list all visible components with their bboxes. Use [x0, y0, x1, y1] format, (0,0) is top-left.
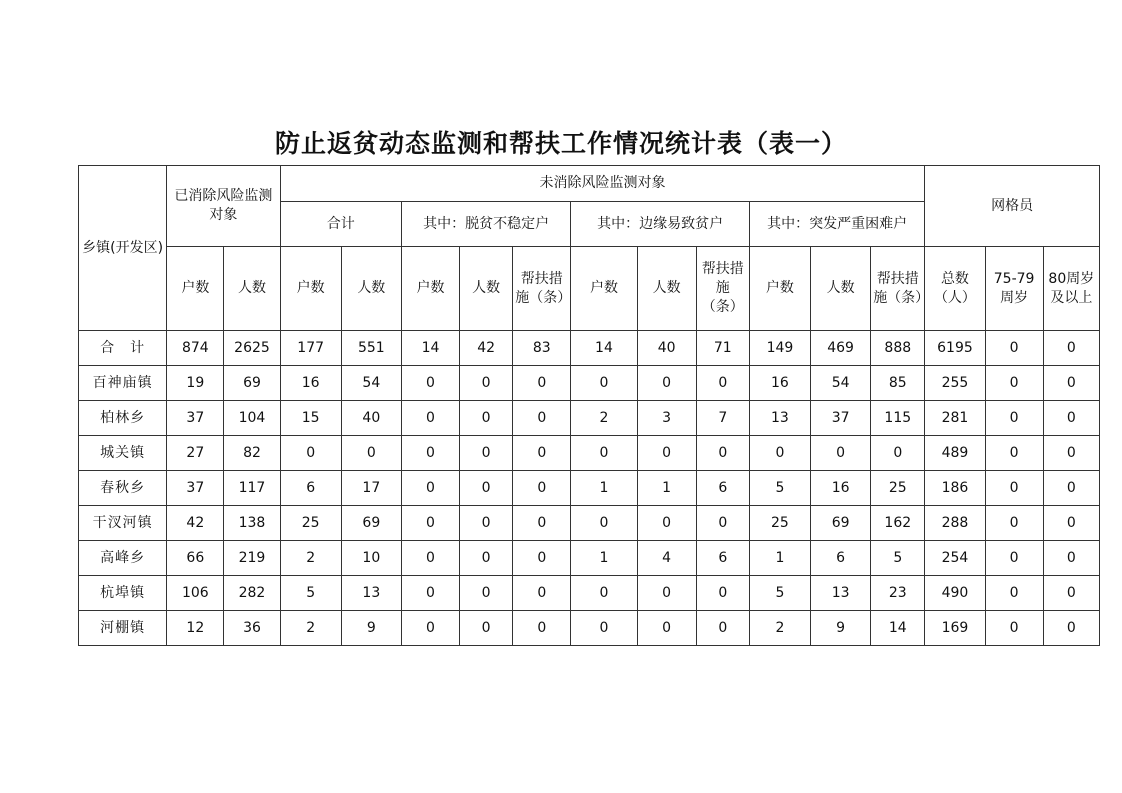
- value-cell: 469: [811, 331, 871, 366]
- header-households: 户数: [749, 247, 810, 331]
- value-cell: 3: [637, 401, 696, 436]
- value-cell: 42: [460, 331, 513, 366]
- value-cell: 0: [1043, 331, 1099, 366]
- value-cell: 1: [571, 541, 637, 576]
- value-cell: 0: [460, 576, 513, 611]
- table-row: [79, 506, 1100, 541]
- value-cell: 0: [401, 436, 459, 471]
- value-cell: 25: [871, 471, 925, 506]
- table-row: [79, 541, 1100, 576]
- value-cell: 0: [696, 436, 749, 471]
- value-cell: 169: [925, 611, 985, 646]
- value-cell: 14: [571, 331, 637, 366]
- value-cell: 14: [871, 611, 925, 646]
- town-cell: 柏林乡: [79, 401, 167, 436]
- value-cell: 2625: [224, 331, 280, 366]
- value-cell: 27: [167, 436, 224, 471]
- value-cell: 9: [811, 611, 871, 646]
- value-cell: 0: [460, 506, 513, 541]
- value-cell: 0: [401, 366, 459, 401]
- value-cell: 25: [749, 506, 810, 541]
- value-cell: 2: [280, 541, 341, 576]
- value-cell: 0: [1043, 401, 1099, 436]
- value-cell: 0: [811, 436, 871, 471]
- value-cell: 0: [513, 436, 571, 471]
- value-cell: 6: [696, 541, 749, 576]
- value-cell: 0: [1043, 471, 1099, 506]
- header-households: 户数: [280, 247, 341, 331]
- value-cell: 0: [460, 401, 513, 436]
- value-cell: 66: [167, 541, 224, 576]
- town-cell: 合 计: [79, 331, 167, 366]
- value-cell: 0: [513, 541, 571, 576]
- header-persons: 人数: [224, 247, 280, 331]
- value-cell: 6195: [925, 331, 985, 366]
- value-cell: 0: [571, 576, 637, 611]
- value-cell: 6: [811, 541, 871, 576]
- value-cell: 10: [341, 541, 401, 576]
- header-age-75-79: 75-79周岁: [985, 247, 1043, 331]
- header-persons: 人数: [460, 247, 513, 331]
- value-cell: 0: [637, 611, 696, 646]
- value-cell: 13: [811, 576, 871, 611]
- value-cell: 54: [811, 366, 871, 401]
- table-row: [79, 576, 1100, 611]
- value-cell: 282: [224, 576, 280, 611]
- value-cell: 0: [401, 576, 459, 611]
- table-row: [79, 471, 1100, 506]
- value-cell: 0: [985, 576, 1043, 611]
- value-cell: 490: [925, 576, 985, 611]
- header-age-80-plus: 80周岁及以上: [1043, 247, 1099, 331]
- value-cell: 0: [401, 541, 459, 576]
- value-cell: 0: [985, 366, 1043, 401]
- value-cell: 888: [871, 331, 925, 366]
- value-cell: 37: [167, 401, 224, 436]
- value-cell: 0: [571, 611, 637, 646]
- value-cell: 288: [925, 506, 985, 541]
- table-row: [79, 366, 1100, 401]
- table-row: [79, 331, 1100, 366]
- value-cell: 5: [749, 471, 810, 506]
- value-cell: 13: [749, 401, 810, 436]
- value-cell: 874: [167, 331, 224, 366]
- statistics-table: [78, 165, 1100, 646]
- value-cell: 0: [460, 436, 513, 471]
- value-cell: 0: [696, 576, 749, 611]
- header-eliminated: 已消除风险监测对象: [167, 166, 280, 247]
- value-cell: 255: [925, 366, 985, 401]
- value-cell: 0: [341, 436, 401, 471]
- value-cell: 0: [460, 366, 513, 401]
- value-cell: 13: [341, 576, 401, 611]
- value-cell: 0: [1043, 366, 1099, 401]
- value-cell: 254: [925, 541, 985, 576]
- value-cell: 54: [341, 366, 401, 401]
- value-cell: 0: [571, 366, 637, 401]
- town-cell: 春秋乡: [79, 471, 167, 506]
- value-cell: 69: [341, 506, 401, 541]
- table-row: [79, 436, 1100, 471]
- header-persons: 人数: [811, 247, 871, 331]
- value-cell: 149: [749, 331, 810, 366]
- value-cell: 0: [401, 471, 459, 506]
- value-cell: 69: [224, 366, 280, 401]
- value-cell: 1: [749, 541, 810, 576]
- value-cell: 85: [871, 366, 925, 401]
- value-cell: 0: [401, 506, 459, 541]
- value-cell: 0: [513, 366, 571, 401]
- value-cell: 0: [513, 401, 571, 436]
- value-cell: 37: [167, 471, 224, 506]
- value-cell: 0: [871, 436, 925, 471]
- value-cell: 0: [571, 436, 637, 471]
- value-cell: 0: [513, 611, 571, 646]
- page-title: 防止返贫动态监测和帮扶工作情况统计表（表一）: [274, 129, 847, 158]
- town-cell: 河棚镇: [79, 611, 167, 646]
- value-cell: 0: [696, 366, 749, 401]
- value-cell: 281: [925, 401, 985, 436]
- value-cell: 71: [696, 331, 749, 366]
- value-cell: 0: [513, 506, 571, 541]
- value-cell: 14: [401, 331, 459, 366]
- header-persons: 人数: [637, 247, 696, 331]
- value-cell: 117: [224, 471, 280, 506]
- value-cell: 16: [811, 471, 871, 506]
- value-cell: 6: [696, 471, 749, 506]
- value-cell: 25: [280, 506, 341, 541]
- value-cell: 0: [985, 506, 1043, 541]
- value-cell: 0: [1043, 436, 1099, 471]
- value-cell: 115: [871, 401, 925, 436]
- value-cell: 0: [1043, 576, 1099, 611]
- value-cell: 0: [513, 471, 571, 506]
- town-cell: 高峰乡: [79, 541, 167, 576]
- value-cell: 0: [460, 471, 513, 506]
- header-households: 户数: [401, 247, 459, 331]
- value-cell: 0: [637, 436, 696, 471]
- value-cell: 0: [985, 471, 1043, 506]
- header-not-eliminated: 未消除风险监测对象: [280, 166, 925, 202]
- value-cell: 0: [1043, 541, 1099, 576]
- header-town: 乡镇(开发区): [79, 166, 167, 331]
- town-cell: 城关镇: [79, 436, 167, 471]
- value-cell: 0: [571, 506, 637, 541]
- value-cell: 36: [224, 611, 280, 646]
- value-cell: 7: [696, 401, 749, 436]
- value-cell: 1: [637, 471, 696, 506]
- town-cell: 百神庙镇: [79, 366, 167, 401]
- value-cell: 82: [224, 436, 280, 471]
- value-cell: 0: [1043, 611, 1099, 646]
- town-cell: 干汊河镇: [79, 506, 167, 541]
- value-cell: 162: [871, 506, 925, 541]
- value-cell: 0: [280, 436, 341, 471]
- value-cell: 0: [401, 611, 459, 646]
- value-cell: 177: [280, 331, 341, 366]
- header-unstable: 其中：脱贫不稳定户: [401, 202, 570, 247]
- value-cell: 5: [280, 576, 341, 611]
- header-measures: 帮扶措施（条）: [696, 247, 749, 331]
- value-cell: 2: [749, 611, 810, 646]
- header-measures: 帮扶措施（条）: [871, 247, 925, 331]
- value-cell: 0: [985, 331, 1043, 366]
- value-cell: 5: [749, 576, 810, 611]
- value-cell: 551: [341, 331, 401, 366]
- header-grid: 网格员: [925, 166, 1100, 247]
- value-cell: 4: [637, 541, 696, 576]
- value-cell: 5: [871, 541, 925, 576]
- town-cell: 杭埠镇: [79, 576, 167, 611]
- value-cell: 106: [167, 576, 224, 611]
- value-cell: 0: [696, 506, 749, 541]
- value-cell: 40: [637, 331, 696, 366]
- value-cell: 19: [167, 366, 224, 401]
- header-grid-total: 总数（人）: [925, 247, 985, 331]
- value-cell: 0: [637, 366, 696, 401]
- value-cell: 0: [985, 611, 1043, 646]
- value-cell: 0: [1043, 506, 1099, 541]
- header-households: 户数: [571, 247, 637, 331]
- header-households: 户数: [167, 247, 224, 331]
- value-cell: 0: [460, 541, 513, 576]
- value-cell: 2: [280, 611, 341, 646]
- value-cell: 0: [460, 611, 513, 646]
- header-marginal: 其中：边缘易致贫户: [571, 202, 749, 247]
- value-cell: 69: [811, 506, 871, 541]
- header-persons: 人数: [341, 247, 401, 331]
- value-cell: 37: [811, 401, 871, 436]
- value-cell: 104: [224, 401, 280, 436]
- value-cell: 138: [224, 506, 280, 541]
- value-cell: 489: [925, 436, 985, 471]
- header-total: 合计: [280, 202, 401, 247]
- value-cell: 0: [985, 436, 1043, 471]
- value-cell: 15: [280, 401, 341, 436]
- value-cell: 0: [513, 576, 571, 611]
- header-measures: 帮扶措施（条）: [513, 247, 571, 331]
- header-sudden: 其中：突发严重困难户: [749, 202, 925, 247]
- table-body: [79, 331, 1100, 646]
- value-cell: 2: [571, 401, 637, 436]
- value-cell: 16: [749, 366, 810, 401]
- value-cell: 0: [985, 541, 1043, 576]
- value-cell: 42: [167, 506, 224, 541]
- value-cell: 12: [167, 611, 224, 646]
- value-cell: 0: [749, 436, 810, 471]
- value-cell: 0: [696, 611, 749, 646]
- table-row: [79, 611, 1100, 646]
- value-cell: 0: [401, 401, 459, 436]
- value-cell: 40: [341, 401, 401, 436]
- value-cell: 219: [224, 541, 280, 576]
- value-cell: 17: [341, 471, 401, 506]
- value-cell: 0: [637, 506, 696, 541]
- value-cell: 1: [571, 471, 637, 506]
- value-cell: 0: [637, 576, 696, 611]
- value-cell: 83: [513, 331, 571, 366]
- value-cell: 9: [341, 611, 401, 646]
- table-row: [79, 401, 1100, 436]
- value-cell: 16: [280, 366, 341, 401]
- value-cell: 186: [925, 471, 985, 506]
- value-cell: 6: [280, 471, 341, 506]
- value-cell: 23: [871, 576, 925, 611]
- value-cell: 0: [985, 401, 1043, 436]
